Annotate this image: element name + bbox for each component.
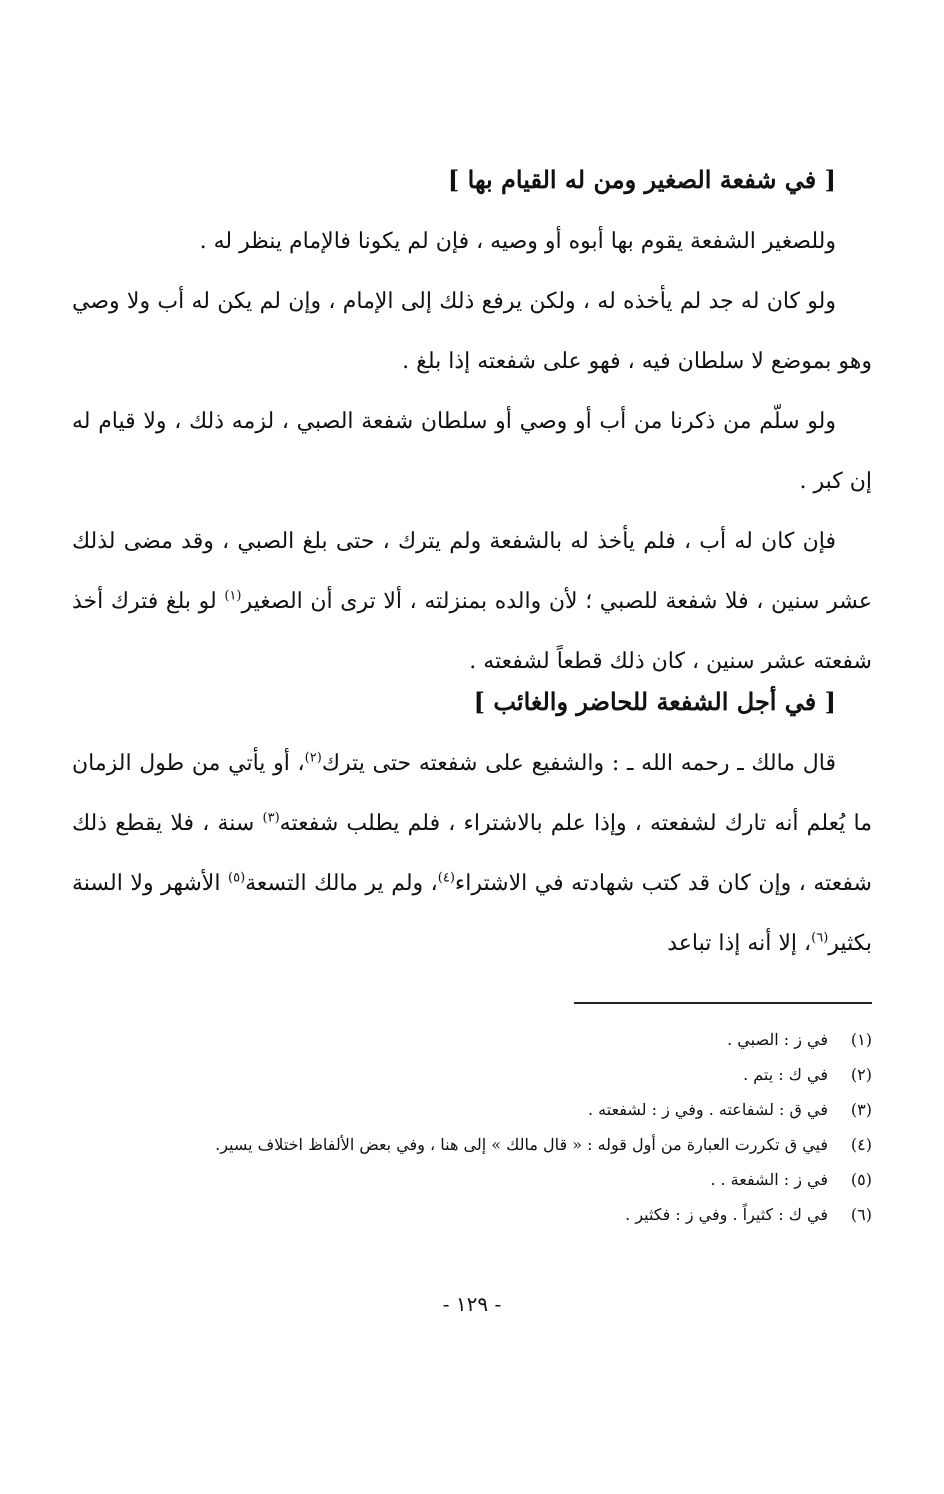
footnote-ref: (١) [224,588,242,604]
paragraph-text: فإن كان له أب ، فلم يأخذ له بالشفعة ولم يترك ، حتى بلغ الصبي ، وقد مضى لذلك عشر سنين ، فلا شفعة للصبي ؛ لأن والده بمنزلته ، ألا ترى أن الصغير [72,529,872,614]
footnote-number: (٣) [850,1100,872,1119]
footnote-separator [574,1002,872,1004]
footnote [72,1057,872,1092]
paragraph: ولو كان له جد لم يأخذه له ، ولكن يرفع ذلك إلى الإمام ، وإن لم يكن له أب ولا وصي وهو بموضع لا سلطان فيه ، فهو على شفعته إذا بلغ . [72,289,872,374]
footnote-text: في ق : لشفاعته . وفي ز : لشفعته . [588,1100,828,1119]
footnote-ref: (٦) [811,930,829,946]
footnote-number: (٤) [850,1135,872,1154]
footnote [72,1092,872,1127]
footnotes [72,1022,872,1232]
footnote-number: (٢) [850,1065,872,1084]
section-heading-minor-preemption: [ في شفعة الصغير ومن له القيام بها ] [447,165,836,194]
footnote [72,1162,872,1197]
footnote-text: في ك : كثيراً . وفي ز : فكثير . [625,1205,828,1224]
footnote-number: (٥) [850,1170,872,1189]
footnote-ref: (٥) [228,870,246,886]
paragraph-text: الأشهر ولا السنة بكثير [72,871,872,956]
footnote-ref: (٤) [437,870,455,886]
footnote-number: (٦) [850,1205,872,1224]
footnote [72,1022,872,1057]
footnote [72,1197,872,1232]
paragraph: وللصغير الشفعة يقوم بها أبوه أو وصيه ، فإن لم يكونا فالإمام ينظر له . [199,229,836,254]
paragraph [72,734,872,974]
page-number: - ١٢٩ - [442,1292,502,1316]
footnote [72,1127,872,1162]
paragraph-text: ، ولم ير مالك التسعة [245,871,438,896]
section-body-minor-preemption [72,212,872,692]
paragraph-text: قال مالك ـ رحمه الله ـ : والشفيع على شفعته حتى يترك [321,751,836,776]
footnote-text: في ز : الشفعة . . [710,1170,828,1189]
footnote-number: (١) [850,1030,872,1049]
footnote-text: في ك : يتم . [743,1065,828,1084]
footnote-text: في ز : الصبي . [727,1030,828,1049]
paragraph-text: ، إلا أنه إذا تباعد [667,931,812,956]
section-body-preemption-term [72,734,872,974]
paragraph-text: ، أو يأتي من طول الزمان ما يُعلم أنه تارك لشفعته ، وإذا علم بالاشتراء ، فلم يطلب شفعته [72,751,872,836]
footnote-ref: (٢) [304,750,322,766]
paragraph-text: سنة ، فلا يقطع ذلك شفعته ، وإن كان قد كتب شهادته في الاشتراء [72,811,872,896]
paragraph [72,512,872,692]
paragraph: ولو سلّم من ذكرنا من أب أو وصي أو سلطان شفعة الصبي ، لزمه ذلك ، ولا قيام له إن كبر . [72,409,872,494]
section-heading-preemption-term: [ في أجل الشفعة للحاضر والغائب ] [473,687,836,716]
footnote-text: فيي ق تكررت العبارة من أول قوله : « قال مالك » إلى هنا ، وفي بعض الألفاظ اختلاف يسير. [215,1135,828,1154]
footnote-ref: (٣) [262,810,280,826]
paragraph-text: لو بلغ فترك أخذ شفعته عشر سنين ، كان ذلك قطعاً لشفعته . [72,589,872,674]
